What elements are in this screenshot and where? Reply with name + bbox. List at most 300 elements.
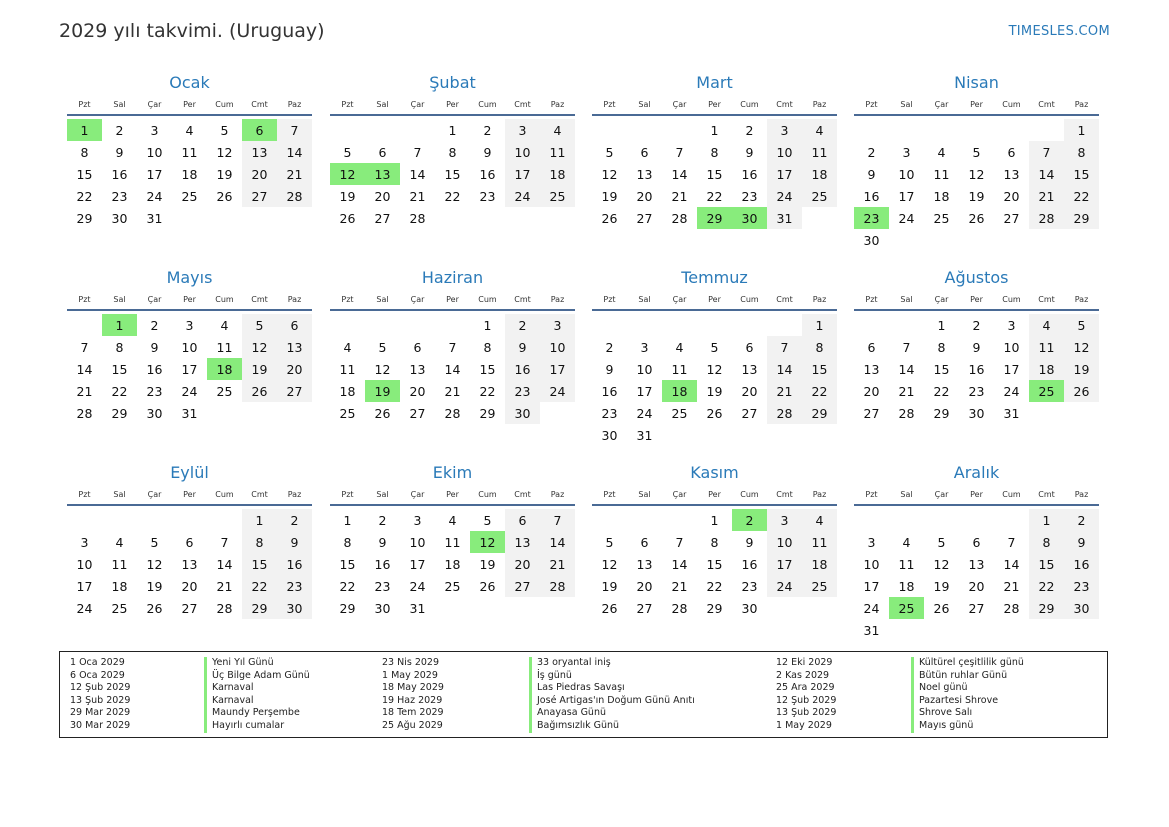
day-cell: 26 [1064,380,1099,402]
day-cell: 1 [710,512,719,528]
day-cell: 21 [216,578,233,594]
day-cell: 4 [1029,314,1064,336]
day-cell: 24 [76,600,93,616]
day-cell: 5 [605,144,614,160]
month-name: Ağustos [944,268,1009,287]
day-cell: 31 [1003,405,1020,421]
day-cell: 17 [1003,361,1020,377]
day-cell: 6 [505,509,540,531]
day-cell: 21 [277,163,312,185]
day-cell: 16 [277,553,312,575]
day-cell: 5 [605,534,614,550]
day-cell: 24 [863,600,880,616]
weekday-label: Cmt [1038,100,1055,109]
day-cell: 30 [277,597,312,619]
day-cell: 23 [1064,575,1099,597]
day-cell: 29 [242,597,277,619]
day-cell: 21 [444,383,461,399]
day-cell: 18 [1029,358,1064,380]
day-cell: 11 [671,361,688,377]
weekday-label: Paz [287,295,302,304]
empty-cell [959,119,994,141]
day-cell: 25 [111,600,128,616]
holiday-day-cell: 30 [732,207,767,229]
day-cell: 21 [1029,185,1064,207]
empty-cell [889,314,924,336]
month-name: Temmuz [681,268,748,287]
day-cell: 24 [1003,383,1020,399]
day-cell: 18 [802,553,837,575]
day-cell: 12 [933,556,950,572]
day-cell: 14 [767,358,802,380]
day-cell: 1 [483,317,492,333]
weekday-label: Pzt [78,295,91,304]
weekday-label: Cmt [776,100,793,109]
day-cell: 3 [640,339,649,355]
day-cell: 3 [413,512,422,528]
day-cell: 1 [448,122,457,138]
day-cell: 12 [1064,336,1099,358]
day-cell: 14 [444,361,461,377]
day-cell: 11 [540,141,575,163]
legend-names-col-3 [911,657,1024,733]
day-cell: 5 [972,144,981,160]
day-cell: 24 [636,405,653,421]
weekday-label: Pzt [341,490,354,499]
day-cell: 1 [802,314,837,336]
weekday-label: Sal [376,100,389,109]
weekday-label: Pzt [78,490,91,499]
day-cell: 8 [448,144,457,160]
day-cell: 22 [933,383,950,399]
day-cell: 17 [540,358,575,380]
day-cell: 9 [1064,531,1099,553]
day-cell: 11 [444,534,461,550]
day-cell: 2 [115,122,124,138]
day-cell: 4 [448,512,457,528]
day-cell: 25 [540,185,575,207]
empty-cell [854,509,889,531]
day-cell: 28 [767,402,802,424]
day-cell: 6 [378,144,387,160]
day-cell: 3 [767,509,802,531]
day-cell: 12 [968,166,985,182]
legend-date: 12 Eki 2029 [776,657,833,668]
weekday-label: Cum [215,295,234,304]
day-cell: 10 [505,141,540,163]
weekday-label: Cmt [776,490,793,499]
day-cell: 5 [1064,314,1099,336]
day-cell: 6 [277,314,312,336]
day-cell: 24 [540,380,575,402]
day-cell: 30 [505,402,540,424]
day-cell: 26 [216,188,233,204]
day-cell: 10 [767,531,802,553]
weekday-label: Sal [638,295,651,304]
empty-cell [889,119,924,141]
legend-names-col-1 [204,657,310,733]
day-cell: 2 [150,317,159,333]
page-title: 2029 yılı takvimi. (Uruguay) [59,20,325,42]
day-cell: 9 [150,339,159,355]
day-cell: 18 [898,578,915,594]
month-name: Mart [696,73,733,92]
day-cell: 6 [640,144,649,160]
day-cell: 9 [745,144,754,160]
weekday-label: Çar [672,490,687,499]
holiday-day-cell: 25 [1029,380,1064,402]
day-cell: 18 [111,578,128,594]
day-cell: 8 [710,534,719,550]
day-cell: 24 [898,210,915,226]
empty-cell [67,314,102,336]
legend-date: 2 Kas 2029 [776,669,830,681]
weekday-header [854,293,1099,311]
day-cell: 4 [540,119,575,141]
day-cell: 19 [706,383,723,399]
day-cell: 5 [220,122,229,138]
legend-date: 1 May 2029 [382,669,438,681]
day-cell: 10 [898,166,915,182]
day-cell: 7 [80,339,89,355]
empty-cell [697,314,732,336]
day-cell: 16 [601,383,618,399]
holiday-day-cell: 23 [854,207,889,229]
day-cell: 15 [339,556,356,572]
empty-cell [137,509,172,531]
day-grid [67,509,312,619]
day-cell: 3 [1007,317,1016,333]
day-cell: 8 [937,339,946,355]
day-cell: 18 [540,163,575,185]
day-cell: 14 [76,361,93,377]
day-cell: 9 [378,534,387,550]
day-cell: 28 [216,600,233,616]
day-cell: 7 [1029,141,1064,163]
legend-date: 12 Şub 2029 [776,694,837,706]
day-cell: 19 [339,188,356,204]
day-cell: 27 [636,600,653,616]
legend-date: 13 Şub 2029 [776,707,837,719]
day-cell: 16 [505,358,540,380]
day-grid [854,314,1099,424]
legend-date: 25 Ara 2029 [776,682,835,694]
day-cell: 2 [483,122,492,138]
day-cell: 10 [767,141,802,163]
day-cell: 8 [802,336,837,358]
day-cell: 22 [111,383,128,399]
day-cell: 1 [710,122,719,138]
day-cell: 8 [1064,141,1099,163]
day-cell: 22 [444,188,461,204]
weekday-label: Sal [638,490,651,499]
legend-holiday-name: Karnaval [204,695,310,708]
day-cell: 3 [150,122,159,138]
weekday-label: Pzt [78,100,91,109]
weekday-label: Cmt [251,100,268,109]
day-cell: 30 [968,405,985,421]
holiday-day-cell: 19 [365,380,400,402]
day-cell: 16 [111,166,128,182]
day-cell: 8 [1029,531,1064,553]
day-cell: 16 [741,166,758,182]
weekday-label: Cum [1002,490,1021,499]
day-cell: 15 [444,166,461,182]
empty-cell [435,314,470,336]
day-cell: 31 [863,622,880,638]
weekday-header [854,98,1099,116]
day-cell: 3 [767,119,802,141]
day-cell: 8 [710,144,719,160]
day-cell: 21 [1003,578,1020,594]
day-cell: 4 [343,339,352,355]
day-grid [592,509,837,619]
day-cell: 10 [181,339,198,355]
day-cell: 4 [675,339,684,355]
month-name: Ekim [432,463,473,482]
day-cell: 6 [413,339,422,355]
day-cell: 2 [972,317,981,333]
holiday-day-cell: 18 [662,380,697,402]
day-cell: 22 [1029,575,1064,597]
day-cell: 17 [505,163,540,185]
day-cell: 25 [339,405,356,421]
legend-date: 18 May 2029 [382,682,444,694]
day-cell: 7 [220,534,229,550]
day-cell: 2 [505,314,540,336]
weekday-label: Sal [900,295,913,304]
day-cell: 27 [242,185,277,207]
day-cell: 29 [933,405,950,421]
day-grid [854,509,1099,641]
day-cell: 17 [409,556,426,572]
day-cell: 14 [1003,556,1020,572]
day-cell: 28 [671,600,688,616]
empty-cell [627,314,662,336]
day-cell: 11 [111,556,128,572]
day-cell: 17 [76,578,93,594]
month-name: Ocak [169,73,210,92]
weekday-label: Per [446,490,459,499]
day-cell: 11 [898,556,915,572]
day-cell: 26 [339,210,356,226]
holiday-legend [59,651,1108,738]
day-cell: 20 [374,188,391,204]
day-cell: 30 [741,600,758,616]
day-cell: 31 [146,210,163,226]
weekday-label: Cmt [514,490,531,499]
weekday-label: Cum [478,295,497,304]
day-cell: 22 [706,188,723,204]
legend-dates-col-1 [70,657,130,733]
day-cell: 8 [483,339,492,355]
weekday-label: Çar [410,100,425,109]
empty-cell [330,119,365,141]
day-cell: 13 [636,166,653,182]
day-cell: 10 [540,336,575,358]
day-cell: 5 [242,314,277,336]
day-cell: 28 [409,210,426,226]
day-cell: 27 [409,405,426,421]
weekday-label: Çar [147,295,162,304]
day-cell: 6 [185,534,194,550]
day-cell: 22 [339,578,356,594]
legend-holiday-name: Kültürel çeşitlilik günü [911,657,1024,670]
day-cell: 5 [937,534,946,550]
legend-date: 12 Şub 2029 [70,682,131,694]
day-cell: 7 [540,509,575,531]
weekday-header [330,488,575,506]
day-cell: 20 [277,358,312,380]
month-block [67,462,312,619]
month-name: Nisan [954,73,999,92]
holiday-day-cell: 1 [67,119,102,141]
weekday-label: Per [970,490,983,499]
day-cell: 16 [479,166,496,182]
day-cell: 25 [444,578,461,594]
day-cell: 25 [802,575,837,597]
weekday-header [67,98,312,116]
day-cell: 11 [802,531,837,553]
day-cell: 3 [185,317,194,333]
weekday-label: Pzt [865,100,878,109]
weekday-label: Per [708,100,721,109]
legend-dates-col-2 [382,657,444,733]
weekday-label: Sal [376,295,389,304]
day-cell: 11 [933,166,950,182]
day-cell: 26 [601,600,618,616]
day-cell: 24 [409,578,426,594]
holiday-day-cell: 13 [365,163,400,185]
day-cell: 4 [802,119,837,141]
day-cell: 9 [867,166,876,182]
day-cell: 29 [339,600,356,616]
day-cell: 13 [636,556,653,572]
weekday-label: Pzt [341,100,354,109]
day-cell: 18 [181,166,198,182]
day-cell: 22 [1064,185,1099,207]
day-cell: 2 [867,144,876,160]
day-cell: 22 [242,575,277,597]
day-cell: 28 [540,575,575,597]
day-cell: 30 [111,210,128,226]
legend-date: 18 Tem 2029 [382,707,444,719]
empty-cell [365,314,400,336]
day-cell: 29 [76,210,93,226]
day-cell: 27 [277,380,312,402]
day-cell: 3 [867,534,876,550]
day-cell: 11 [216,339,233,355]
weekday-label: Paz [812,100,827,109]
day-cell: 27 [505,575,540,597]
day-cell: 4 [185,122,194,138]
day-cell: 27 [968,600,985,616]
weekday-label: Sal [113,295,126,304]
day-cell: 29 [1029,597,1064,619]
day-cell: 16 [741,556,758,572]
day-cell: 19 [479,556,496,572]
day-cell: 13 [1003,166,1020,182]
day-grid [854,119,1099,251]
empty-cell [662,314,697,336]
weekday-label: Çar [934,295,949,304]
day-cell: 15 [706,556,723,572]
weekday-label: Per [183,295,196,304]
day-cell: 7 [448,339,457,355]
legend-date: 29 Mar 2029 [70,707,131,719]
day-cell: 10 [863,556,880,572]
day-cell: 24 [505,185,540,207]
weekday-label: Cum [215,100,234,109]
day-cell: 13 [242,141,277,163]
day-cell: 20 [741,383,758,399]
empty-cell [767,314,802,336]
empty-cell [732,314,767,336]
empty-cell [365,119,400,141]
day-cell: 15 [111,361,128,377]
weekday-label: Sal [638,100,651,109]
day-cell: 16 [863,188,880,204]
day-cell: 2 [745,122,754,138]
day-cell: 13 [409,361,426,377]
day-cell: 28 [277,185,312,207]
day-cell: 26 [601,210,618,226]
day-cell: 5 [710,339,719,355]
weekday-header [330,293,575,311]
day-cell: 27 [741,405,758,421]
day-cell: 14 [540,531,575,553]
day-grid [592,314,837,446]
weekday-label: Çar [672,100,687,109]
day-cell: 4 [115,534,124,550]
day-cell: 9 [745,534,754,550]
brand-link[interactable]: TIMESLES.COM [1008,24,1110,39]
weekday-label: Çar [672,295,687,304]
day-cell: 15 [1064,163,1099,185]
day-cell: 12 [242,336,277,358]
day-cell: 13 [505,531,540,553]
weekday-label: Sal [113,490,126,499]
day-cell: 10 [76,556,93,572]
holiday-day-cell: 29 [697,207,732,229]
day-cell: 12 [706,361,723,377]
weekday-label: Paz [1074,295,1089,304]
day-cell: 26 [933,600,950,616]
day-cell: 25 [216,383,233,399]
day-cell: 12 [374,361,391,377]
day-cell: 16 [968,361,985,377]
day-cell: 7 [675,534,684,550]
weekday-label: Pzt [603,490,616,499]
day-cell: 30 [1064,597,1099,619]
day-cell: 26 [706,405,723,421]
empty-cell [924,509,959,531]
day-cell: 6 [640,534,649,550]
month-block [854,267,1099,424]
weekday-header [592,488,837,506]
holiday-day-cell: 18 [207,358,242,380]
day-cell: 6 [867,339,876,355]
holiday-day-cell: 12 [470,531,505,553]
weekday-label: Çar [410,295,425,304]
day-cell: 9 [277,531,312,553]
day-cell: 19 [242,358,277,380]
day-cell: 2 [605,339,614,355]
weekday-label: Pzt [603,295,616,304]
legend-holiday-name: Bütün ruhlar Günü [911,670,1024,683]
day-grid [330,509,575,619]
day-cell: 5 [150,534,159,550]
